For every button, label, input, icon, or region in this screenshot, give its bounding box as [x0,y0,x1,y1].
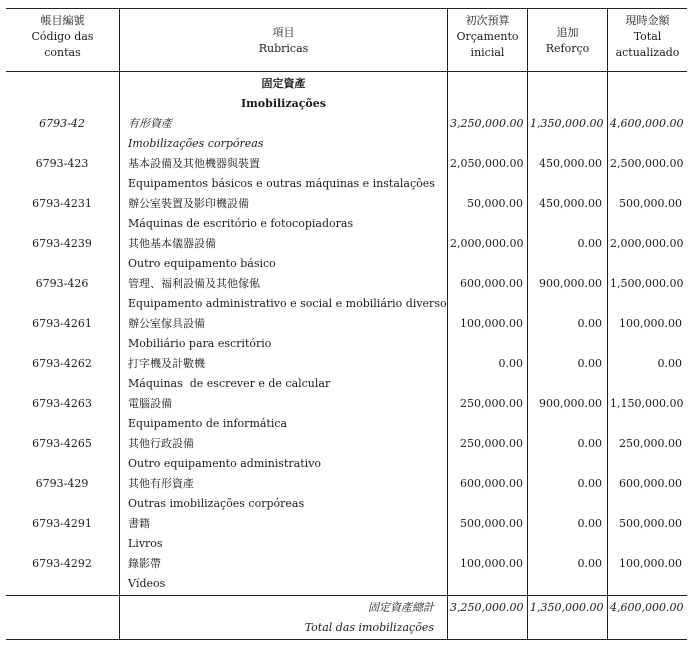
row-label-zh: 其他有形資產 [128,477,194,490]
row-label-zh: 基本設備及其他機器與裝置 [128,157,260,170]
row-initial: 3,250,000.00 [450,117,524,130]
row-initial: 500,000.00 [460,517,523,530]
row-updated: 1,500,000.00 [610,277,684,290]
row-updated: 2,500,000.00 [610,157,684,170]
row-reinforce: 450,000.00 [539,197,602,210]
row-reinforce: 900,000.00 [539,277,602,290]
row-reinforce: 0.00 [577,357,602,370]
row-updated: 500,000.00 [619,517,682,530]
row-label-pt: Máquinas de escrever e de calcular [128,377,331,390]
row-label-zh: 電腦設備 [128,397,172,410]
row-label-pt: Outro equipamento básico [128,257,276,270]
row-initial: 2,000,000.00 [450,237,524,250]
row-initial: 600,000.00 [460,277,523,290]
row-label-zh: 其他行政設備 [128,437,194,450]
row-label-pt: Máquinas de escritório e fotocopiadoras [128,217,354,230]
header-rule [6,71,687,72]
row-initial: 2,050,000.00 [450,157,524,170]
row-code: 6793-429 [35,477,89,490]
row-initial: 250,000.00 [460,437,523,450]
total-rule [6,595,687,596]
row-label-pt: Equipamento de informática [128,417,288,430]
row-updated: 4,600,000.00 [610,117,684,130]
row-updated: 250,000.00 [619,437,682,450]
row-reinforce: 0.00 [577,317,602,330]
row-label-pt: Imobilizações corpóreas [128,137,264,150]
row-code: 6793-4291 [32,517,92,530]
row-updated: 600,000.00 [619,477,682,490]
row-updated: 0.00 [657,357,682,370]
row-label-zh: 錄影帶 [128,557,161,570]
row-label-pt: Mobiliário para escritório [128,337,272,350]
row-label-pt: Outras imobilizações corpóreas [128,497,305,510]
row-label-zh: 書籍 [128,517,150,530]
row-reinforce: 0.00 [577,517,602,530]
total-updated: 4,600,000.00 [610,601,684,614]
row-label-pt: Livros [128,537,163,550]
col-divider-2 [447,8,448,640]
row-code: 6793-4262 [32,357,92,370]
total-label-zh: 固定資產總計 [368,601,434,614]
row-label-zh: 管理、福利設備及其他傢俬 [128,277,260,290]
row-code: 6793-4265 [32,437,92,450]
col-divider-4 [607,8,608,640]
col-divider-3 [527,8,528,640]
row-updated: 1,150,000.00 [610,397,684,410]
row-label-zh: 辦公室傢具設備 [128,317,205,330]
border-top [6,8,687,9]
header-updated: 現時金額 Total actualizado [615,14,680,59]
row-label-zh: 辦公室裝置及影印機設備 [128,197,249,210]
row-code: 6793-4263 [32,397,92,410]
row-reinforce: 450,000.00 [539,157,602,170]
row-code: 6793-4231 [32,197,92,210]
header-reinforce: 追加 Reforço [545,26,590,55]
row-initial: 0.00 [498,357,523,370]
row-label-pt: Equipamento administrativo e social e mobiliário diverso [128,297,447,310]
row-label-pt: Equipamentos básicos e outras máquinas e instalações [128,177,435,190]
header-initial: 初次預算 Orçamento inicial [456,14,519,59]
header-rubric: 項目 Rubricas [258,26,309,55]
row-label-pt: Vídeos [128,577,166,590]
row-label-zh: 有形資產 [128,117,172,130]
row-updated: 2,000,000.00 [610,237,684,250]
row-updated: 100,000.00 [619,317,682,330]
row-label-zh: 打字機及計數機 [128,357,205,370]
border-bottom [6,639,687,640]
row-label-pt: Outro equipamento administrativo [128,457,322,470]
row-reinforce: 0.00 [577,237,602,250]
row-initial: 250,000.00 [460,397,523,410]
row-initial: 600,000.00 [460,477,523,490]
row-label-zh: 其他基本儀器設備 [128,237,216,250]
section-title-zh: 固定資產 [261,77,306,90]
row-code: 6793-4292 [32,557,92,570]
row-code: 6793-42 [39,117,85,130]
row-initial: 100,000.00 [460,317,523,330]
row-code: 6793-423 [35,157,89,170]
row-code: 6793-4239 [32,237,92,250]
total-label-pt: Total das imobilizações [304,621,434,634]
total-initial: 3,250,000.00 [450,601,524,614]
row-updated: 100,000.00 [619,557,682,570]
row-reinforce: 0.00 [577,437,602,450]
row-initial: 50,000.00 [467,197,523,210]
row-code: 6793-4261 [32,317,92,330]
row-reinforce: 0.00 [577,557,602,570]
row-code: 6793-426 [35,277,89,290]
row-updated: 500,000.00 [619,197,682,210]
row-initial: 100,000.00 [460,557,523,570]
row-reinforce: 0.00 [577,477,602,490]
row-reinforce: 1,350,000.00 [530,117,604,130]
row-reinforce: 900,000.00 [539,397,602,410]
section-title-pt: Imobilizações [241,97,326,110]
header-code: 帳目編號 Código das contas [31,14,94,59]
total-reinforce: 1,350,000.00 [530,601,604,614]
